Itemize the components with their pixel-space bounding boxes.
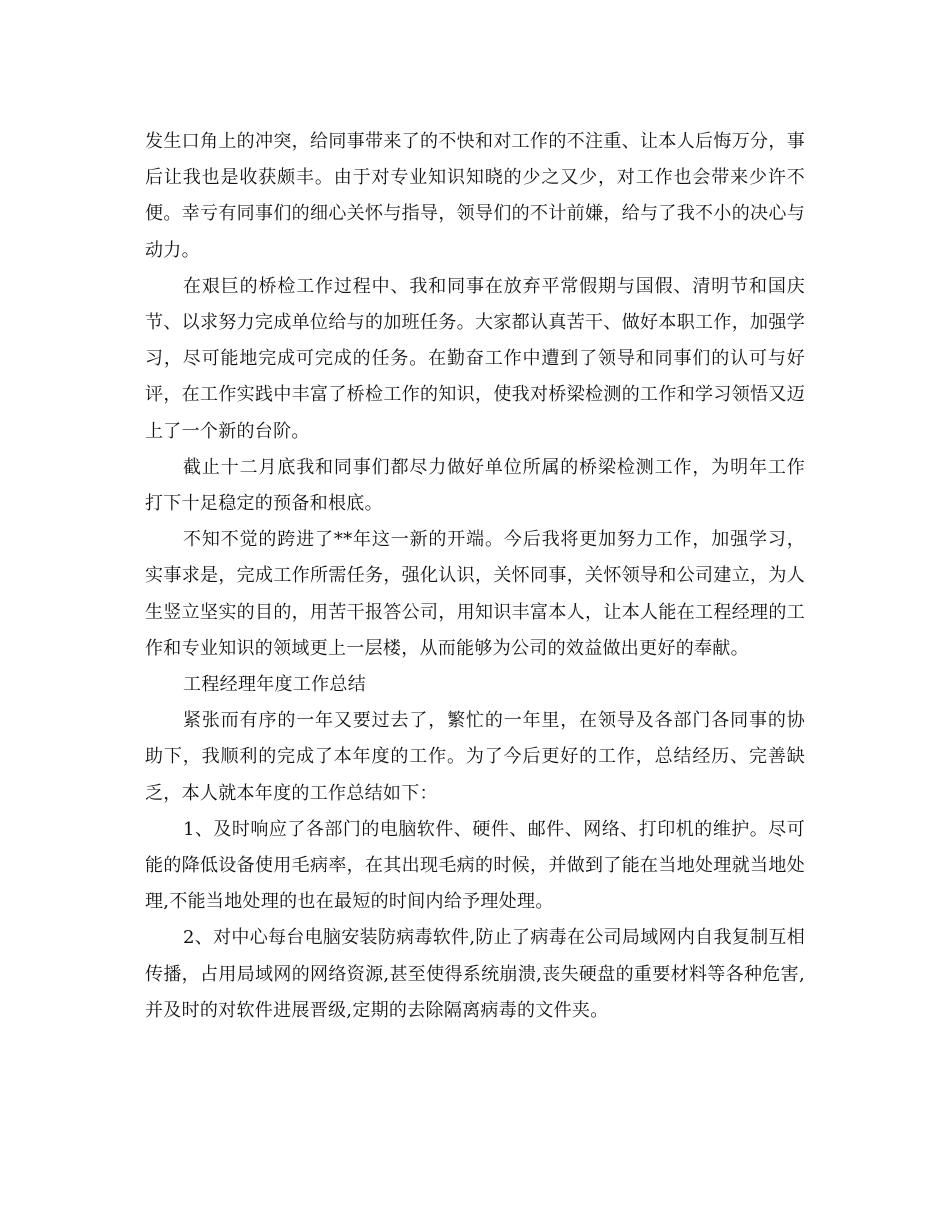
- paragraph-continuation: 发生口角上的冲突，给同事带来了的不快和对工作的不注重、让本人后悔万分，事后让我也是收获颇丰。由于对专业知识知晓的少之又少，对工作也会带来少许不便。幸亏有同事们的细心关怀与指导，领导们的不计前嫌，给与了我不小的决心与动力。: [145, 131, 805, 261]
- paragraph-new-year-outlook: 不知不觉的跨进了**年这一新的开端。今后我将更加努力工作，加强学习，实事求是，完成工作所需任务，强化认识，关怀同事，关怀领导和公司建立，为人生竖立坚实的目的，用苦干报答公司，用知识丰富本人，让本人能在工程经理的工作和专业知识的领域更上一层楼，从而能够为公司的效益做出更好的奉献。: [145, 529, 805, 659]
- paragraph-bridge-inspection-work: 在艰巨的桥检工作过程中、我和同事在放弃平常假期与国假、清明节和国庆节、以求努力完成单位给与的加班任务。大家都认真苦干、做好本职工作，加强学习，尽可能地完成可完成的任务。在勤奋工作中遭到了领导和同事们的认可与好评，在工作实践中丰富了桥检工作的知识，使我对桥梁检测的工作和学习领悟又迈上了一个新的台阶。: [145, 275, 805, 442]
- document-body: [145, 124, 805, 1029]
- paragraph-year-end: 截止十二月底我和同事们都尽力做好单位所属的桥梁检测工作，为明年工作打下十足稳定的预备和根底。: [145, 456, 805, 515]
- paragraph-introduction: 紧张而有序的一年又要过去了，繁忙的一年里，在领导及各部门各同事的协助下，我顺利的完成了本年度的工作。为了今后更好的工作，总结经历、完善缺乏，本人就本年度的工作总结如下：: [145, 710, 805, 804]
- section-heading: 工程经理年度工作总结: [183, 674, 366, 696]
- list-item-2: 2、对中心每台电脑安装防病毒软件,防止了病毒在公司局域网内自我复制互相传播，占用局域网的网络资源,甚至使得系统崩溃,丧失硬盘的重要材料等各种危害,并及时的对软件进展晋级,定期的去除隔离病毒的文件夹。: [145, 927, 805, 1021]
- list-item-1: 1、及时响应了各部门的电脑软件、硬件、邮件、网络、打印机的维护。尽可能的降低设备使用毛病率，在其出现毛病的时候，并做到了能在当地处理就当地处理,不能当地处理的也在最短的时间内给予理处理。: [145, 818, 805, 913]
